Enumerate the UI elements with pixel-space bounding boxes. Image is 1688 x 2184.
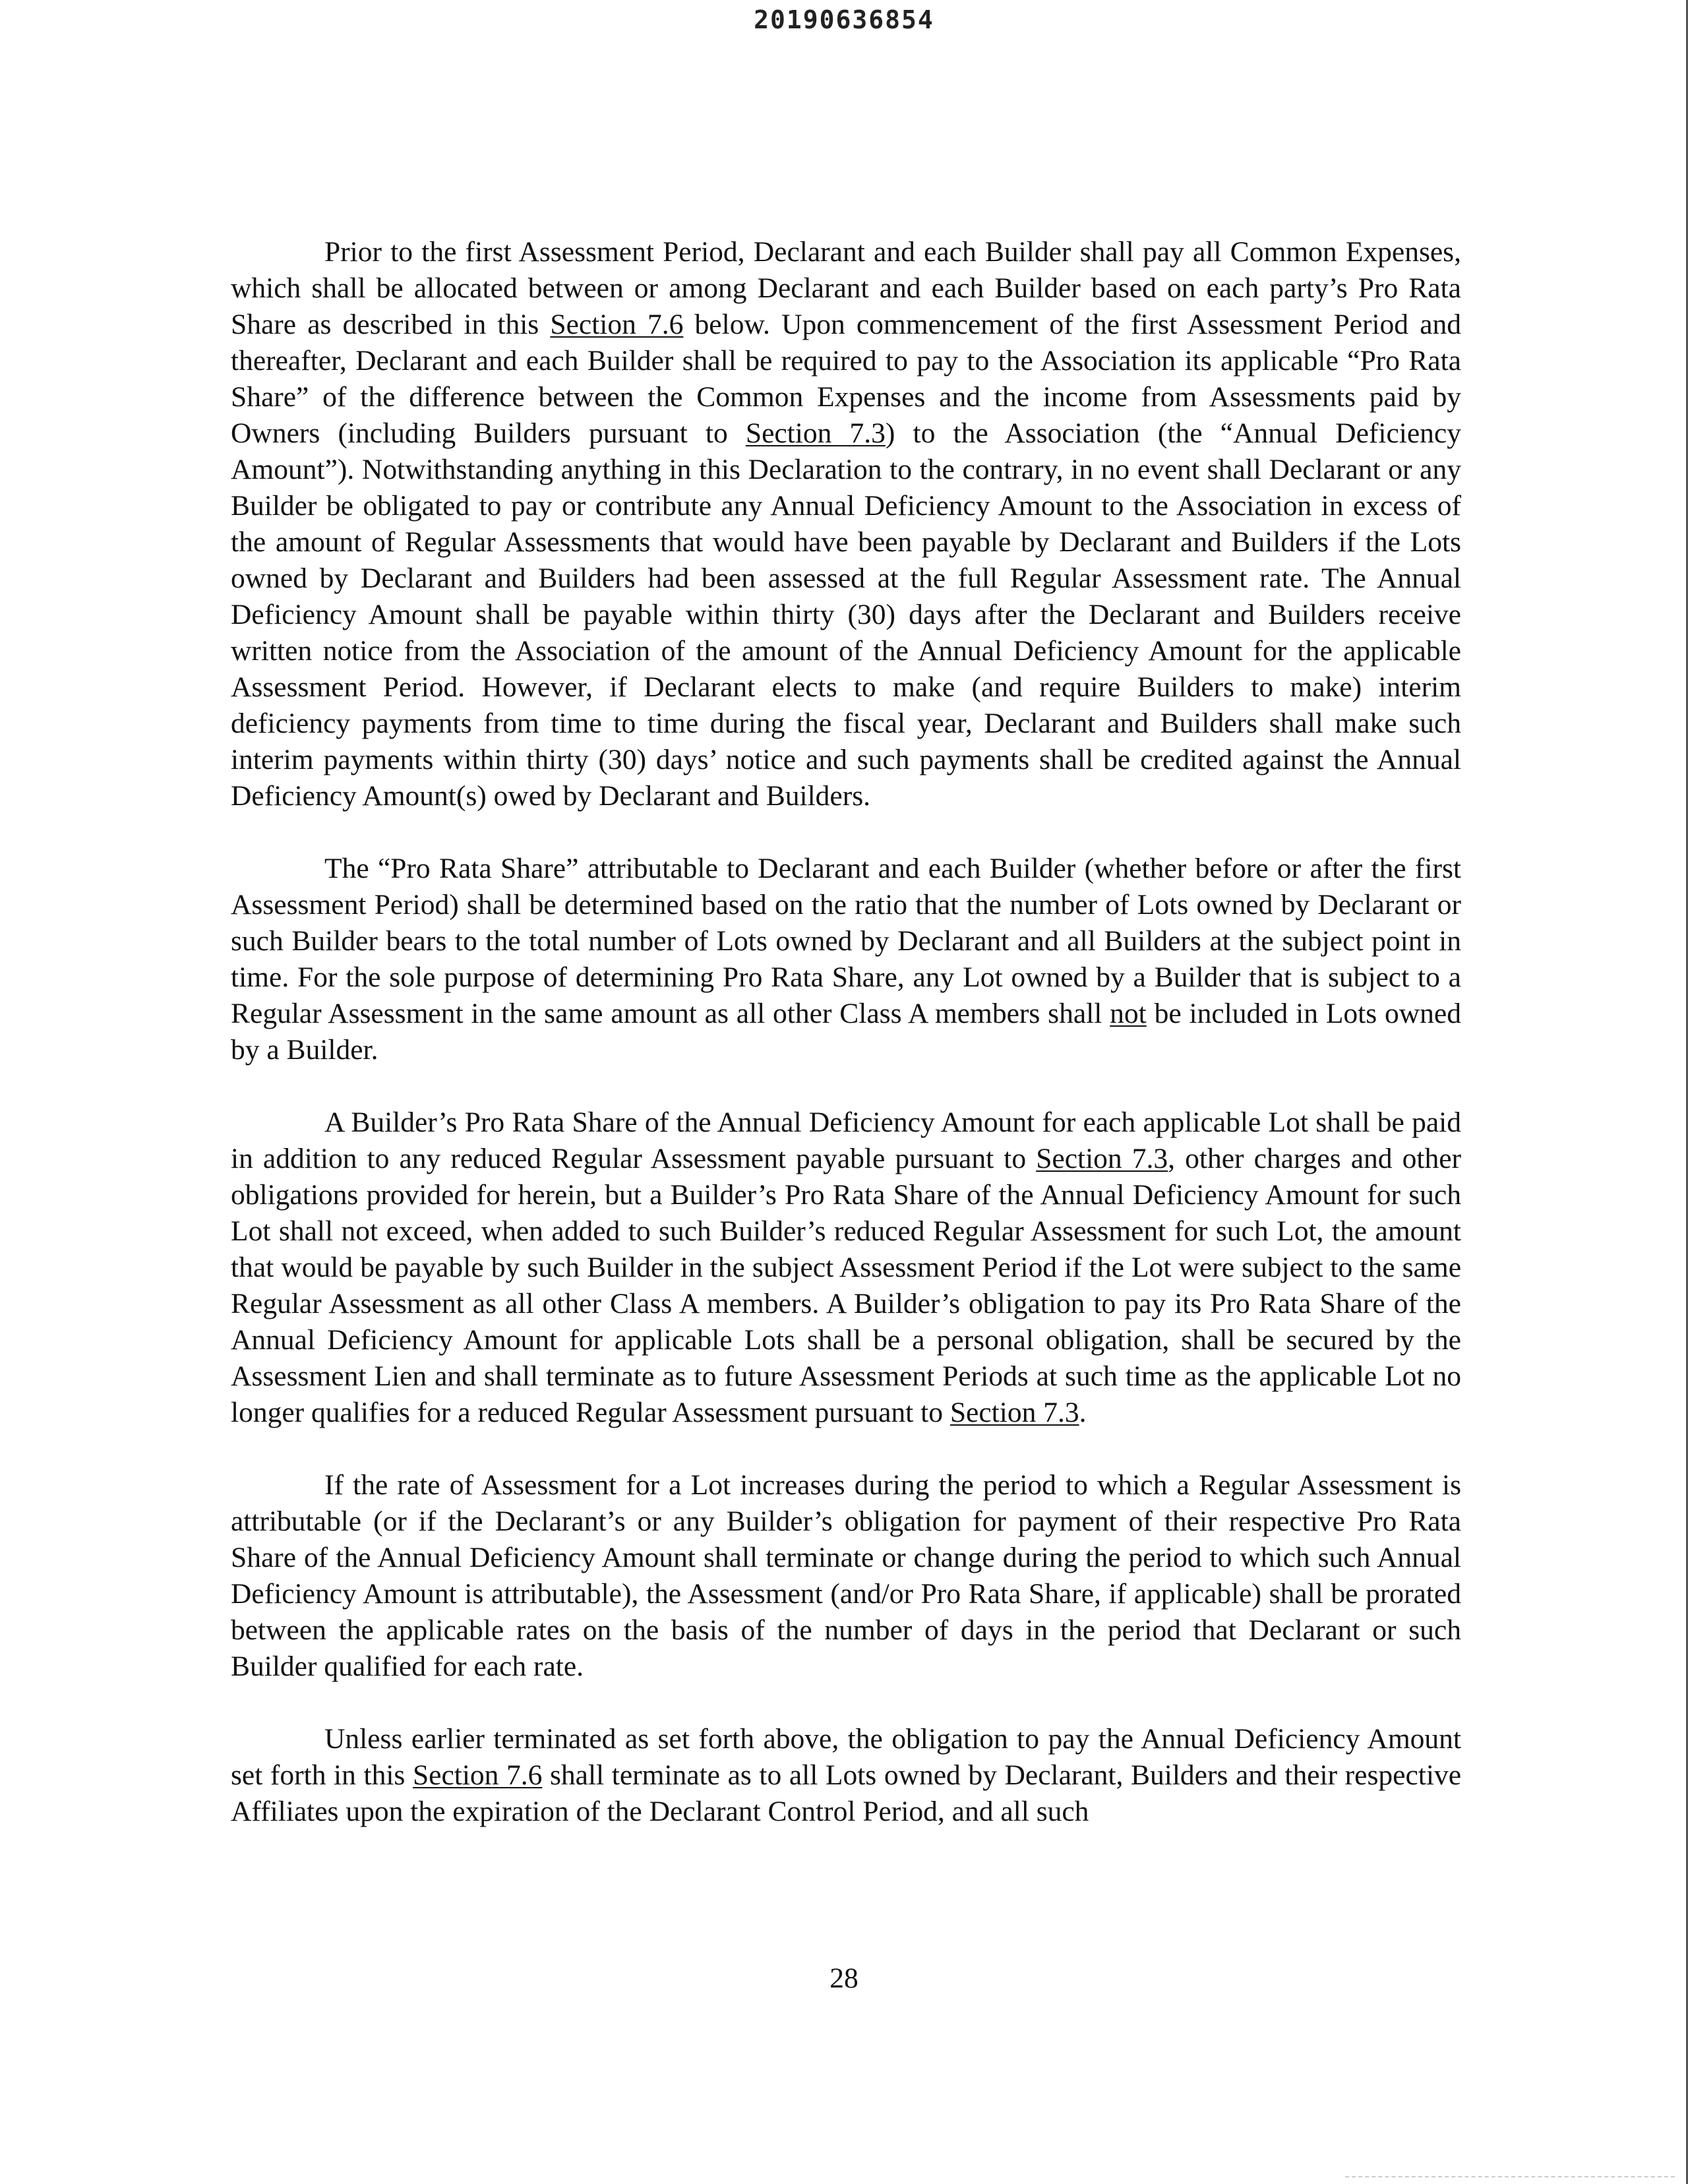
emphasis-not: not (1110, 998, 1147, 1029)
text-segment: ) to the Association (the “Annual Deficiency Amount”). Notwithstanding anything in this Declaration to the contrary, in no event shall Declarant or any Builder be obligated to pay or contribute any Annual Deficiency Amount to the Association in excess of the amount of Regular Assessments that would have been payable by Declarant and Builders if the Lots owned by Declarant and Builders had been assessed at the full Regular Assessment rate. The Annual Deficiency Amount shall be payable within thirty (30) days after the Declarant and Builders receive written notice from the Association of the amount of the Annual Deficiency Amount for the applicable Assessment Period. However, if Declarant elects to make (and require Builders to make) interim deficiency payments from time to time during the fiscal year, Declarant and Builders shall make such interim payments within thirty (30) days’ notice and such payments shall be credited against the Annual Deficiency Amount(s) owed by Declarant and Builders. (231, 417, 1461, 812)
document-body (231, 234, 1461, 1866)
paragraph-rate-proration (231, 1467, 1461, 1685)
text-segment: The “Pro Rata Share” attributable to Declarant and each Builder (whether before or after the first Assessment Period) shall be determined based on the ratio that the number of Lots owned by Declarant or such Builder bears to the total number of Lots owned by Declarant and all Builders at the subject point in time. For the sole purpose of determining Pro Rata Share, any Lot owned by a Builder that is subject to a Regular Assessment in the same amount as all other Class A members shall (231, 853, 1461, 1029)
text-segment: be included in Lots owned by a Builder. (231, 998, 1461, 1066)
text-segment: If the rate of Assessment for a Lot increases during the period to which a Regular Assessment is attributable (or if the Declarant’s or any Builder’s obligation for payment of their respective Pro Rata Share of the Annual Deficiency Amount shall terminate or change during the period to which such Annual Deficiency Amount is attributable), the Assessment (and/or Pro Rata Share, if applicable) shall be prorated between the applicable rates on the basis of the number of days in the period that Declarant or such Builder qualified for each rate. (231, 1469, 1461, 1682)
page-number: 28 (829, 1962, 859, 1994)
text-segment: . (1079, 1397, 1087, 1428)
section-reference: Section 7.6 (412, 1759, 543, 1791)
paragraph-common-expenses (231, 234, 1461, 814)
section-reference: Section 7.6 (550, 309, 684, 340)
text-segment: below. Upon commencement of the first Assessment Period and thereafter, Declarant and each Builder shall be required to pay to the Association its applicable “Pro Rata Share” of the difference between the Common Expenses and the income from Assessments paid by Owners (including Builders pursuant to (231, 309, 1462, 449)
paragraph-pro-rata-share (231, 851, 1461, 1068)
text-segment: , other charges and other obligations provided for herein, but a Builder’s Pro Rata Share of the Annual Deficiency Amount for such Lot shall not exceed, when added to such Builder’s reduced Regular Assessment for such Lot, the amount that would be payable by such Builder in the subject Assessment Period if the Lot were subject to the same Regular Assessment as all other Class A members. A Builder’s obligation to pay its Pro Rata Share of the Annual Deficiency Amount for applicable Lots shall be a personal obligation, shall be secured by the Assessment Lien and shall terminate as to future Assessment Periods at such time as the applicable Lot no longer qualifies for a reduced Regular Assessment pursuant to (231, 1143, 1461, 1428)
text-segment: Unless earlier terminated as set forth above, the obligation to pay the Annual Deficiency Amount set forth in this (231, 1723, 1461, 1791)
section-reference: Section 7.3 (950, 1397, 1079, 1428)
paragraph-termination (231, 1721, 1461, 1830)
scan-artifact-line (1345, 2173, 1675, 2177)
paragraph-builder-share (231, 1105, 1461, 1431)
text-segment: shall terminate as to all Lots owned by Declarant, Builders and their respective Affiliates upon the expiration of the Declarant Control Period, and all such (231, 1759, 1462, 1827)
section-reference: Section 7.3 (745, 417, 886, 449)
document-number: 20190636854 (754, 5, 934, 34)
text-segment: A Builder’s Pro Rata Share of the Annual Deficiency Amount for each applicable Lot shall be paid in addition to any reduced Regular Assessment payable pursuant to (231, 1107, 1461, 1174)
section-reference: Section 7.3 (1036, 1143, 1168, 1174)
text-segment: Prior to the first Assessment Period, Declarant and each Builder shall pay all Common Expenses, which shall be allocated between or among Declarant and each Builder based on each party’s Pro Rata Share as described in this (231, 236, 1461, 340)
